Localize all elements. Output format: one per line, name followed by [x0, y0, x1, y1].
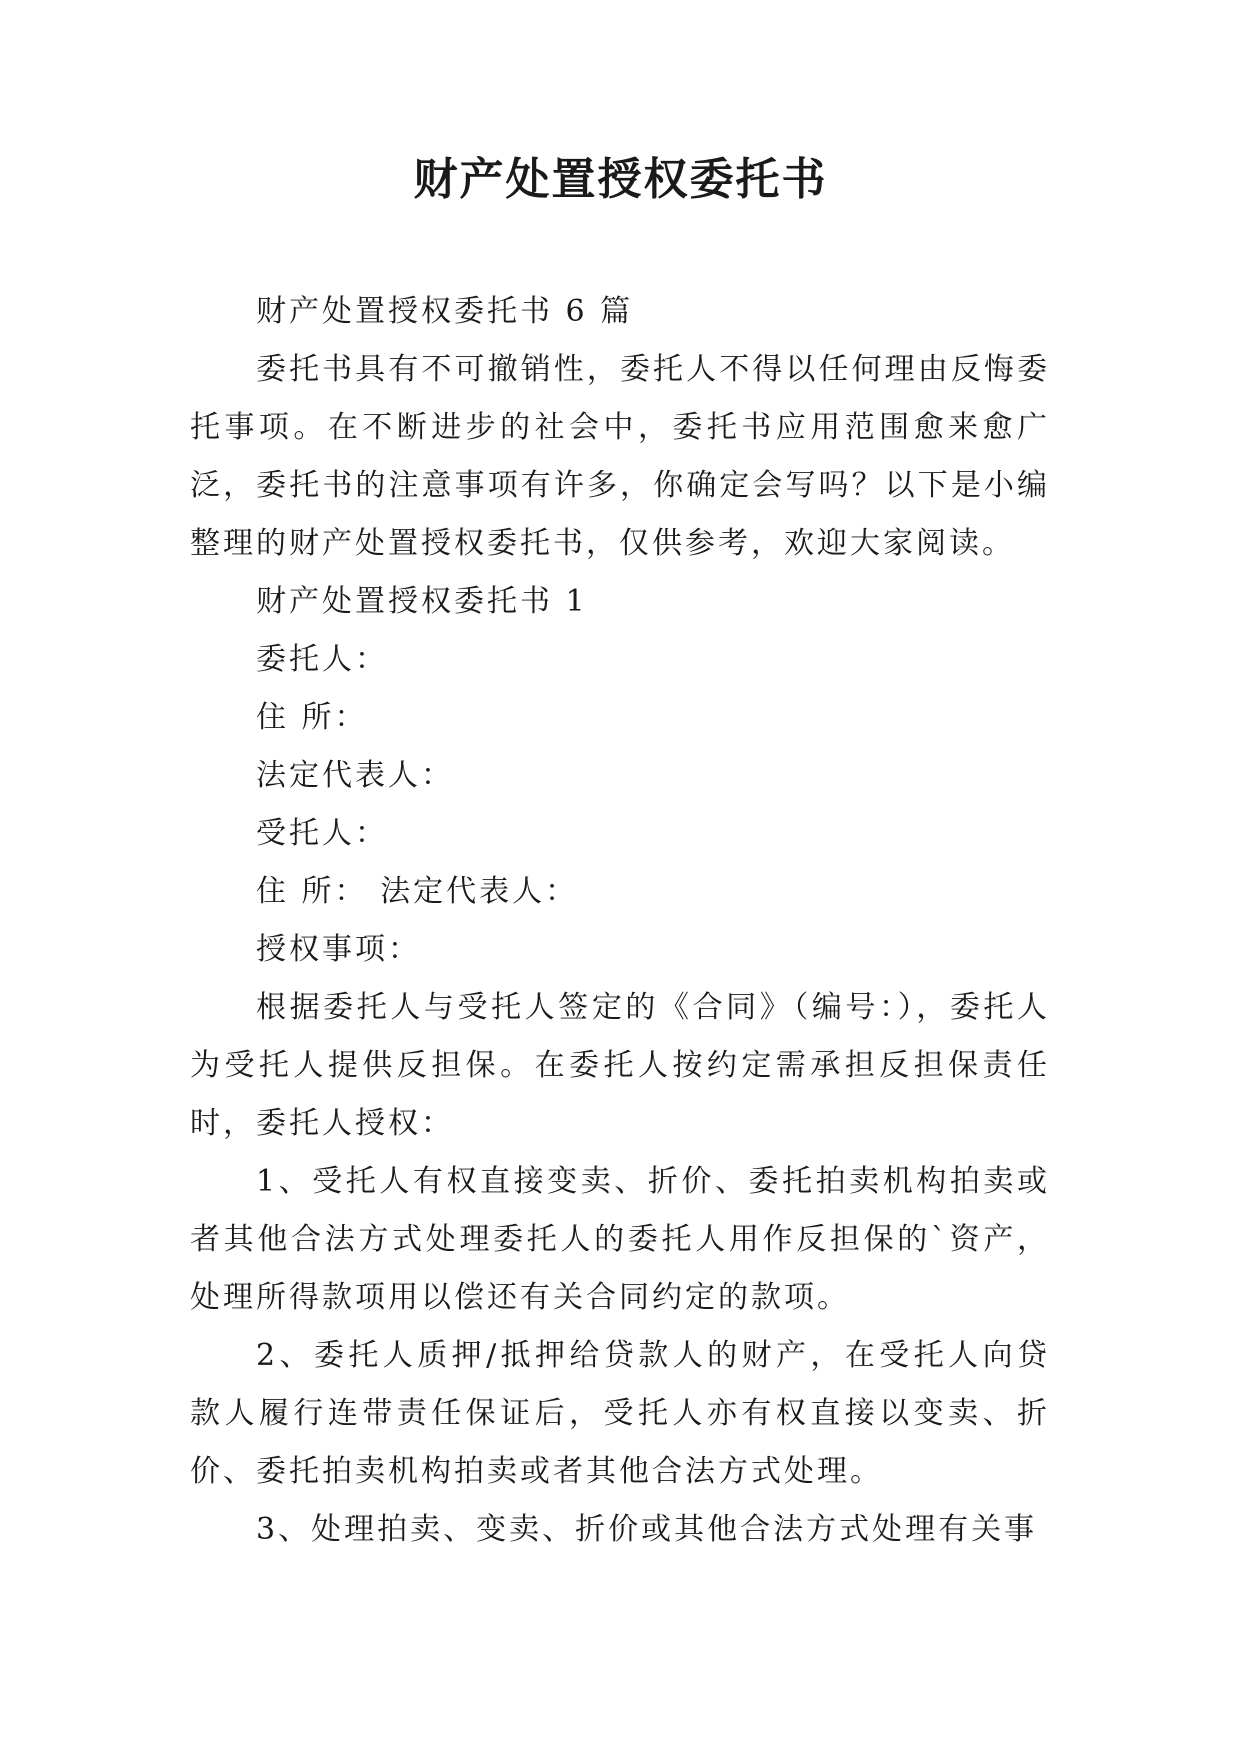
document-title: 财产处置授权委托书 — [413, 154, 828, 205]
field-principal: 委托人： — [256, 642, 388, 677]
paragraph-section-heading: 财产处置授权委托书 1 — [256, 584, 588, 619]
paragraph-clause-1: 1、受托人有权直接变卖、折价、委托拍卖机构拍卖或者其他合法方式处理委托人的委托人用作反担保的`资产，处理所得款项用以偿还有关合同约定的款项。 — [190, 1164, 1050, 1315]
paragraph-subtitle: 财产处置授权委托书 6 篇 — [256, 294, 634, 329]
field-agent-address-representative: 住 所： 法定代表人： — [256, 874, 579, 909]
paragraph-clause-3: 3、处理拍卖、变卖、折价或其他合法方式处理有关事 — [256, 1512, 1038, 1547]
paragraph-intro: 委托书具有不可撤销性，委托人不得以任何理由反悔委托事项。在不断进步的社会中，委托书应用范围愈来愈广泛，委托书的注意事项有许多，你确定会写吗？以下是小编整理的财产处置授权委托书，仅供参考，欢迎大家阅读。 — [190, 352, 1050, 561]
field-agent: 受托人： — [256, 816, 388, 851]
paragraph-clause-2: 2、委托人质押/抵押给贷款人的财产，在受托人向贷款人履行连带责任保证后，受托人亦有权直接以变卖、折价、委托拍卖机构拍卖或者其他合法方式处理。 — [190, 1338, 1050, 1489]
field-authorized-matters: 授权事项： — [256, 932, 421, 967]
field-principal-address: 住 所： — [256, 700, 368, 735]
field-legal-representative: 法定代表人： — [256, 758, 454, 793]
document-body — [190, 283, 1050, 1559]
paragraph-contract-basis: 根据委托人与受托人签定的《合同》（编号：），委托人为受托人提供反担保。在委托人按约定需承担反担保责任时，委托人授权： — [190, 990, 1050, 1141]
